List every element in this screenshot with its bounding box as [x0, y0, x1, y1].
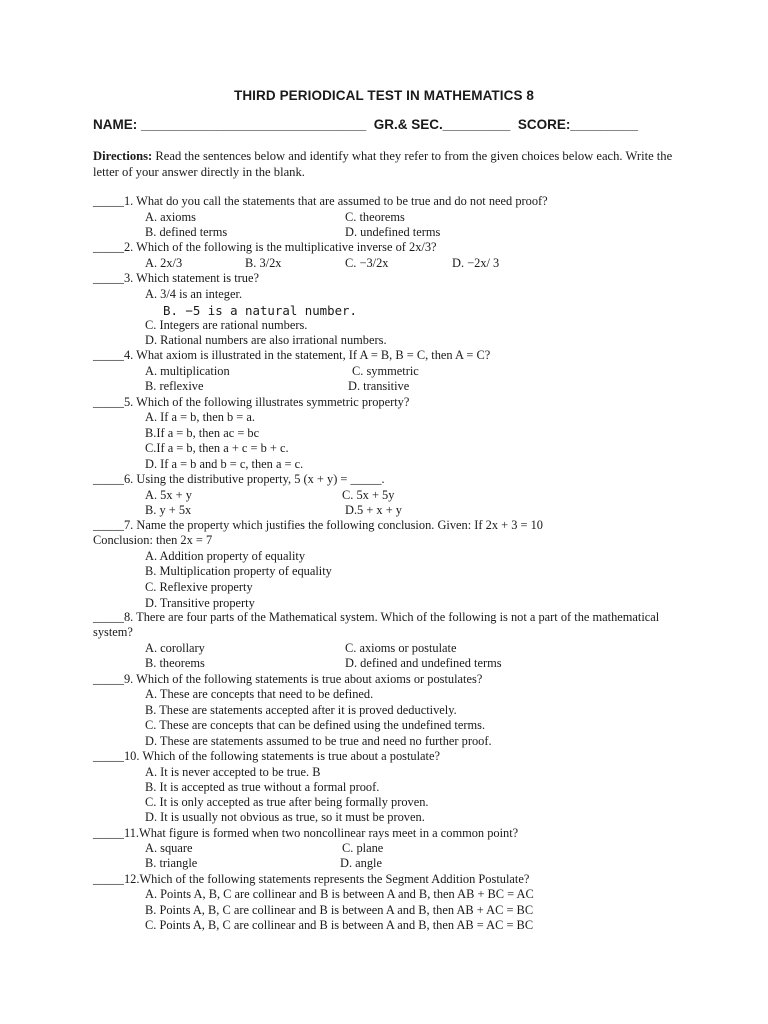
- q4-option-c: C. symmetric: [352, 364, 419, 378]
- q11-option-a: A. square: [145, 841, 193, 855]
- question-12: _____12.Which of the following statements represents the Segment Addition Postulate?: [93, 872, 530, 886]
- q5-option-d: D. If a = b and b = c, then a = c.: [145, 457, 304, 471]
- q7-option-d: D. Transitive property: [145, 596, 255, 610]
- q1-option-c: C. theorems: [345, 210, 405, 224]
- q8-option-b: B. theorems: [145, 656, 205, 670]
- q5-option-b: B.If a = b, then ac = bc: [145, 426, 260, 440]
- q6-option-d: D.5 + x + y: [345, 503, 402, 517]
- q12-option-a: A. Points A, B, C are collinear and B is between A and B, then AB + BC = AC: [145, 887, 534, 901]
- q4-option-b: B. reflexive: [145, 379, 204, 393]
- grade-section-field: GR.& SEC._________: [373, 117, 511, 132]
- student-info-line: [93, 117, 638, 132]
- directions: [93, 149, 673, 180]
- q6-option-a: A. 5x + y: [145, 488, 192, 502]
- q2-option-d: D. −2x/ 3: [452, 256, 500, 270]
- question-7: _____7. Name the property which justifies the following conclusion. Given: If 2x + 3 = 10: [93, 518, 543, 532]
- q12-option-b: B. Points A, B, C are collinear and B is between A and B, then AB + AC = BC: [145, 903, 534, 917]
- q10-option-b: B. It is accepted as true without a formal proof.: [145, 780, 380, 794]
- q1-option-d: D. undefined terms: [345, 225, 441, 239]
- q3-option-c: C. Integers are rational numbers.: [145, 318, 308, 332]
- question-1: _____1. What do you call the statements that are assumed to be true and do not need proof?: [93, 194, 548, 208]
- q2-option-a: A. 2x/3: [145, 256, 183, 270]
- q2-option-b: B. 3/2x: [245, 256, 282, 270]
- q9-option-d: D. These are statements assumed to be true and need no further proof.: [145, 734, 492, 748]
- question-6: _____6. Using the distributive property, 5 (x + y) = _____.: [93, 472, 385, 486]
- q7-option-a: A. Addition property of equality: [145, 549, 306, 563]
- q11-option-c: C. plane: [342, 841, 384, 855]
- q1-option-a: A. axioms: [145, 210, 196, 224]
- q9-option-a: A. These are concepts that need to be defined.: [145, 687, 374, 701]
- score-field: SCORE:_________: [517, 117, 638, 132]
- q12-option-c: C. Points A, B, C are collinear and B is between A and B, then AB = AC = BC: [145, 918, 534, 932]
- question-10: _____10. Which of the following statements is true about a postulate?: [93, 749, 440, 763]
- question-9: _____9. Which of the following statements is true about axioms or postulates?: [93, 672, 483, 686]
- q10-option-a: A. It is never accepted to be true. B: [145, 765, 321, 779]
- q8-option-a: A. corollary: [145, 641, 205, 655]
- page-title: THIRD PERIODICAL TEST IN MATHEMATICS 8: [233, 88, 535, 103]
- q6-option-c: C. 5x + 5y: [342, 488, 395, 502]
- q7-option-b: B. Multiplication property of equality: [145, 564, 332, 578]
- question-8: _____8. There are four parts of the Mathematical system. Which of the following is not a part of the mathematical system?: [93, 610, 660, 640]
- q10-option-c: C. It is only accepted as true after being formally proven.: [145, 795, 429, 809]
- q6-option-b: B. y + 5x: [145, 503, 192, 517]
- question-4: _____4. What axiom is illustrated in the statement, If A = B, B = C, then A = C?: [93, 348, 491, 362]
- q8-option-d: D. defined and undefined terms: [345, 656, 502, 670]
- q3-option-d: D. Rational numbers are also irrational numbers.: [145, 333, 387, 347]
- q7-option-c: C. Reflexive property: [145, 580, 253, 594]
- q4-option-a: A. multiplication: [145, 364, 230, 378]
- directions-text: Read the sentences below and identify what they refer to from the given choices below each. Write the letter of your answer directly in the blank.: [93, 149, 673, 179]
- q2-option-c: C. −3/2x: [345, 256, 389, 270]
- q3-option-b: B. −5 is a natural number.: [163, 303, 357, 318]
- q9-option-c: C. These are concepts that can be defined using the undefined terms.: [145, 718, 486, 732]
- q9-option-b: B. These are statements accepted after it is proved deductively.: [145, 703, 457, 717]
- question-5: _____5. Which of the following illustrates symmetric property?: [93, 395, 410, 409]
- question-7-continued: Conclusion: then 2x = 7: [93, 533, 213, 547]
- question-2: _____2. Which of the following is the multiplicative inverse of 2x/3?: [93, 240, 437, 254]
- q10-option-d: D. It is usually not obvious as true, so it must be proven.: [145, 810, 425, 824]
- q11-option-d: D. angle: [340, 856, 382, 870]
- q4-option-d: D. transitive: [348, 379, 410, 393]
- q5-option-c: C.If a = b, then a + c = b + c.: [145, 441, 289, 455]
- q11-option-b: B. triangle: [145, 856, 198, 870]
- directions-label: Directions:: [93, 149, 153, 163]
- q5-option-a: A. If a = b, then b = a.: [145, 410, 255, 424]
- question-11: _____11.What figure is formed when two noncollinear rays meet in a common point?: [93, 826, 519, 840]
- q8-option-c: C. axioms or postulate: [345, 641, 457, 655]
- question-3: _____3. Which statement is true?: [93, 271, 259, 285]
- q3-option-a: A. 3/4 is an integer.: [145, 287, 243, 301]
- q1-option-b: B. defined terms: [145, 225, 228, 239]
- name-field: NAME: ______________________________: [93, 117, 367, 132]
